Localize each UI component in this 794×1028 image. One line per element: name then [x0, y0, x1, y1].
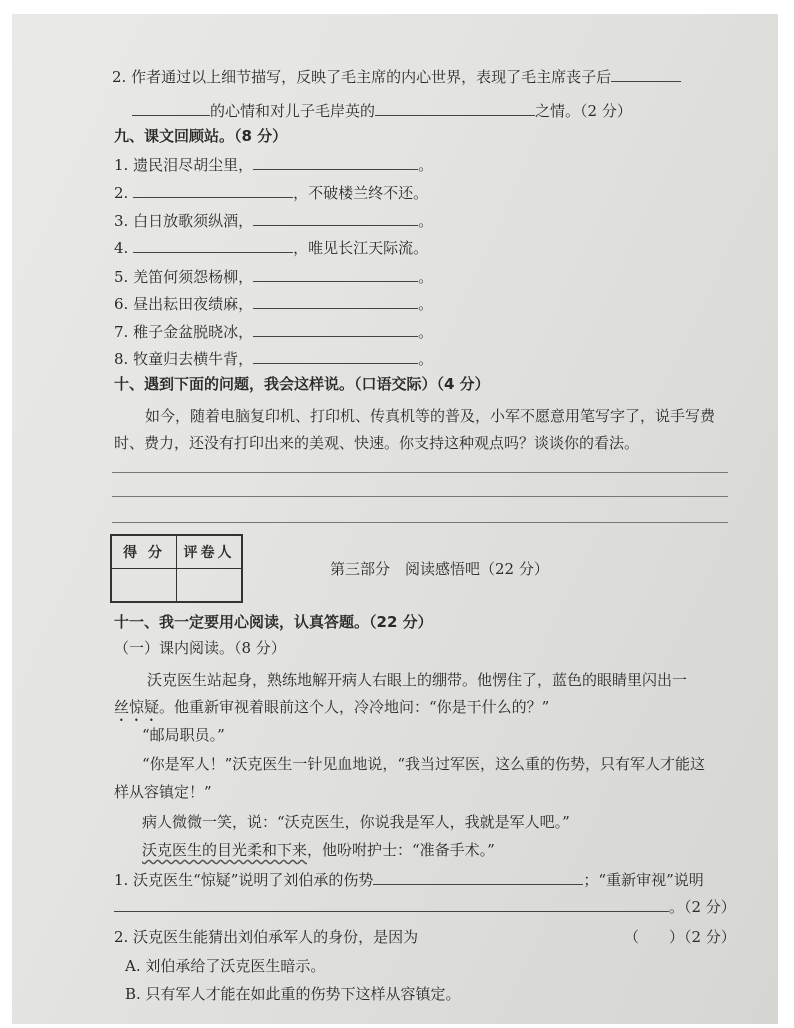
- section-9-title: 九、课文回顾站。（8 分）: [114, 127, 288, 145]
- poem-prefix: 6. 昼出耘田夜绩麻，: [114, 295, 254, 313]
- question-text: 之情。（2 分）: [535, 102, 632, 120]
- poem-item: [114, 348, 433, 369]
- answer-line[interactable]: [112, 522, 728, 523]
- exam-paper: [12, 14, 778, 1024]
- poem-suffix: 。: [418, 350, 434, 368]
- answer-blank[interactable]: [253, 266, 418, 282]
- question-text: 。（2 分）: [669, 898, 736, 916]
- answer-blank[interactable]: [253, 348, 418, 364]
- section-10-title: 十、遇到下面的问题，我会这样说。（口语交际）（4 分）: [114, 375, 490, 393]
- option-b[interactable]: B. 只有军人才能在如此重的伤势下这样从容镇定。: [125, 985, 461, 1003]
- subsection-title: （一）课内阅读。（8 分）: [114, 639, 286, 657]
- grader-cell[interactable]: [177, 569, 243, 603]
- passage-text: 。他重新审视着眼前这个人，冷冷地问：“你是干什么的？”: [159, 698, 550, 716]
- passage-line: [142, 840, 495, 860]
- score-table: [110, 534, 243, 603]
- poem-prefix: 2.: [114, 184, 134, 202]
- poem-prefix: 4.: [114, 239, 134, 257]
- poem-prefix: 1. 遗民泪尽胡尘里，: [114, 156, 254, 174]
- poem-prefix: 8. 牧童归去横牛背，: [114, 350, 254, 368]
- grader-header: 评卷人: [177, 535, 243, 569]
- passage-line: “邮局职员。”: [142, 726, 225, 744]
- poem-item: [114, 237, 428, 258]
- answer-blank[interactable]: [132, 100, 210, 116]
- option-a[interactable]: A. 刘伯承给了沃克医生暗示。: [125, 957, 326, 975]
- answer-line[interactable]: [112, 472, 728, 473]
- poem-item: [114, 266, 433, 287]
- score-header: 得 分: [111, 535, 177, 569]
- question-1: [114, 869, 704, 890]
- paragraph-line: 时、费力，还没有打印出来的美观、快速。你支持这种观点吗？谈谈你的看法。: [114, 434, 640, 452]
- answer-blank[interactable]: [373, 869, 583, 885]
- answer-blank[interactable]: [375, 100, 535, 116]
- poem-suffix: 。: [418, 323, 434, 341]
- passage-line: “你是军人！”沃克医生一针见血地说，“我当过军医，这么重的伤势，只有军人才能这: [142, 755, 706, 773]
- question-2: 2. 沃克医生能猜出刘伯承军人的身份，是因为: [114, 928, 419, 946]
- poem-item: [114, 182, 428, 203]
- poem-suffix: 。: [418, 212, 434, 230]
- poem-item: [114, 293, 433, 314]
- poem-item: [114, 154, 433, 175]
- poem-suffix: 。: [418, 268, 434, 286]
- answer-blank[interactable]: [114, 896, 669, 912]
- answer-blank[interactable]: [253, 293, 418, 309]
- answer-line[interactable]: [112, 496, 728, 497]
- part-3-title: 第三部分 阅读感悟吧（22 分）: [330, 560, 549, 578]
- passage-line: 病人微微一笑，说：“沃克医生，你说我是军人，我就是军人吧。”: [142, 813, 570, 831]
- choice-bracket[interactable]: （ ）（2 分）: [624, 928, 736, 946]
- poem-suffix: ，不破楼兰终不还。: [293, 184, 429, 202]
- emphasized-word: 丝惊疑: [114, 698, 160, 716]
- poem-prefix: 5. 羌笛何须怨杨柳，: [114, 268, 254, 286]
- poem-item: [114, 210, 433, 231]
- answer-blank[interactable]: [253, 210, 418, 226]
- answer-blank[interactable]: [133, 237, 293, 253]
- section-11-title: 十一、我一定要用心阅读，认真答题。（22 分）: [114, 613, 433, 631]
- paragraph-line: 如今，随着电脑复印机、打印机、传真机等的普及，小军不愿意用笔写字了，说手写费: [145, 407, 716, 425]
- passage-line: [114, 697, 549, 725]
- question-2-line2: [132, 100, 632, 121]
- score-cell[interactable]: [111, 569, 177, 603]
- answer-blank[interactable]: [133, 182, 293, 198]
- question-text: ；“重新审视”说明: [583, 871, 704, 889]
- answer-blank[interactable]: [253, 154, 418, 170]
- question-text: 2. 作者通过以上细节描写，反映了毛主席的内心世界，表现了毛主席丧子后: [112, 68, 612, 86]
- passage-line: 样从容镇定！”: [114, 783, 212, 801]
- question-text: 的心情和对儿子毛岸英的: [210, 102, 376, 120]
- poem-suffix: 。: [418, 295, 434, 313]
- poem-suffix: ，唯见长江天际流。: [293, 239, 429, 257]
- passage-line: 沃克医生站起身，熟练地解开病人右眼上的绷带。他愣住了，蓝色的眼睛里闪出一: [147, 671, 688, 689]
- question-text: 1. 沃克医生“惊疑”说明了刘伯承的伤势: [114, 871, 374, 889]
- question-2-line1: [112, 66, 681, 87]
- answer-blank[interactable]: [611, 66, 681, 82]
- poem-prefix: 7. 稚子金盆脱晓冰，: [114, 323, 254, 341]
- poem-item: [114, 321, 433, 342]
- underlined-phrase: 沃克医生的目光柔和下来: [142, 841, 308, 859]
- poem-suffix: 。: [418, 156, 434, 174]
- passage-text: ，他吩咐护士：“准备手术。”: [307, 841, 495, 859]
- question-1-cont: [114, 896, 736, 917]
- answer-blank[interactable]: [253, 321, 418, 337]
- poem-prefix: 3. 白日放歌须纵酒，: [114, 212, 254, 230]
